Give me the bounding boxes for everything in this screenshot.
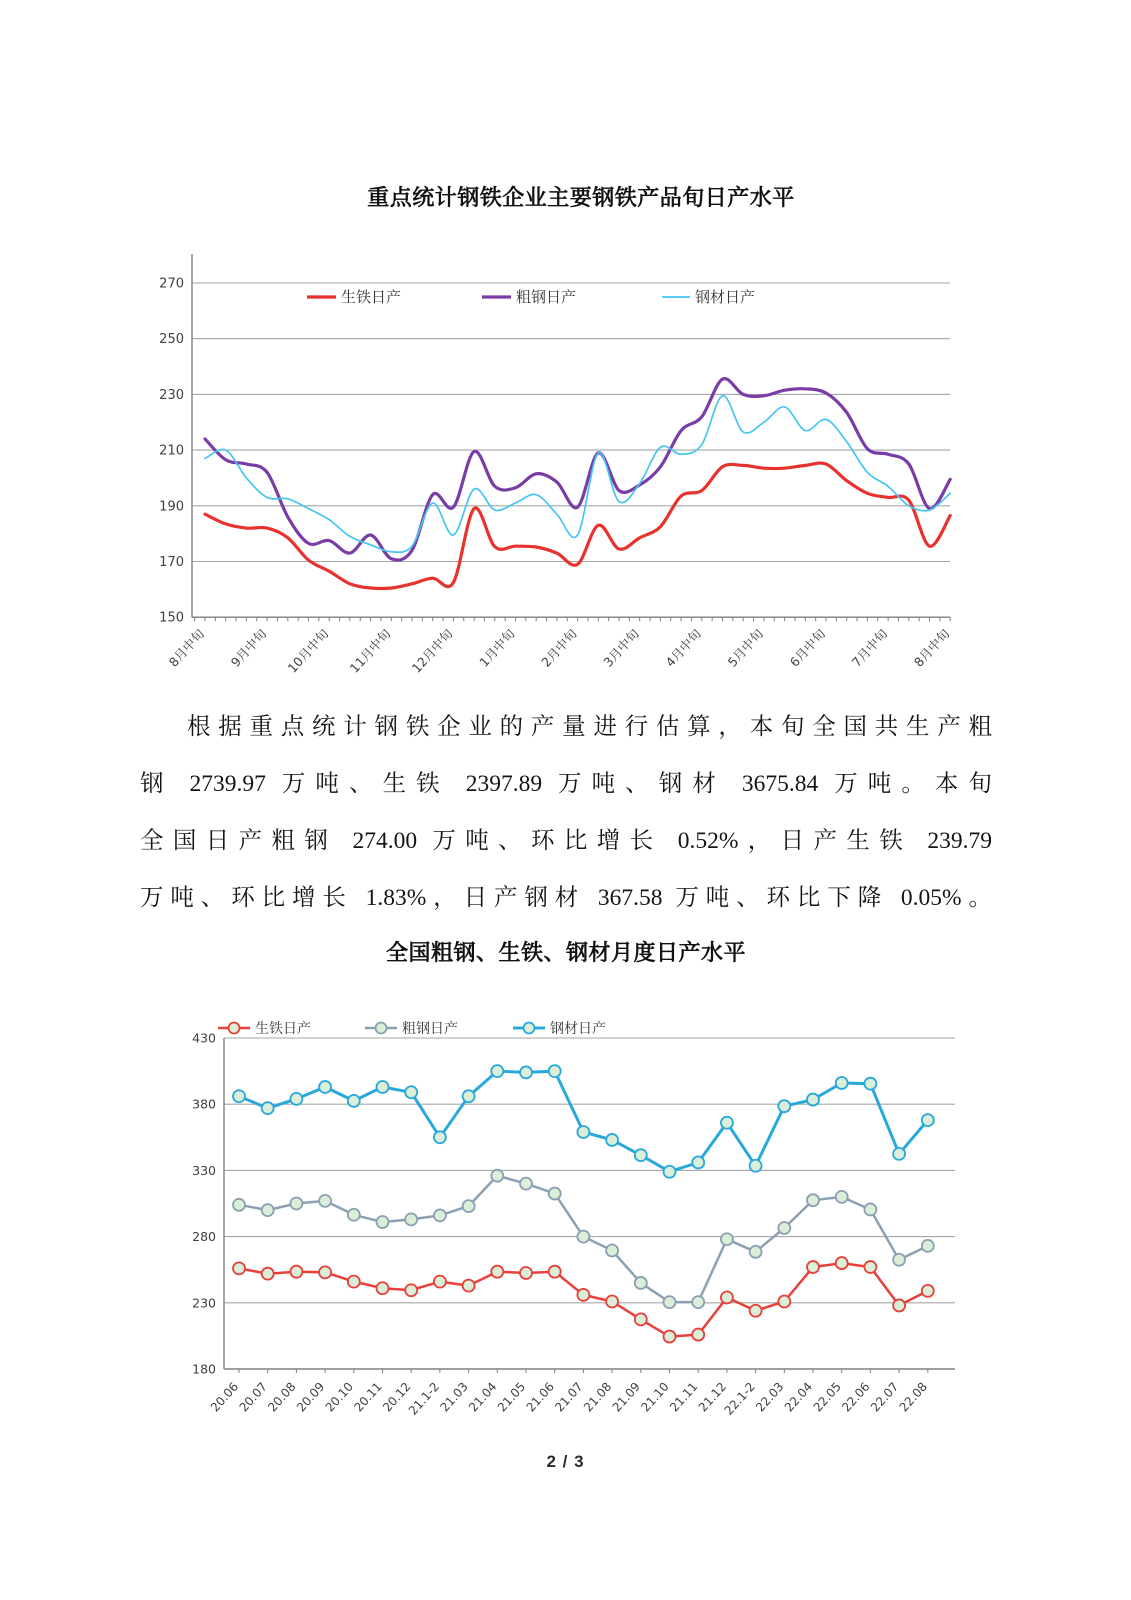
- svg-text:4月中旬: 4月中旬: [662, 625, 705, 670]
- svg-text:21.09: 21.09: [609, 1379, 644, 1415]
- svg-text:粗钢日产: 粗钢日产: [402, 1021, 458, 1037]
- svg-text:7月中旬: 7月中旬: [848, 625, 891, 670]
- chart1-title: 重点统计钢铁企业主要钢铁产品旬日产水平: [367, 186, 795, 211]
- svg-text:230: 230: [192, 1295, 216, 1311]
- svg-text:430: 430: [192, 1030, 216, 1046]
- svg-text:8月中旬: 8月中旬: [165, 625, 208, 670]
- svg-text:250: 250: [159, 332, 184, 348]
- svg-text:230: 230: [159, 387, 184, 403]
- svg-text:270: 270: [159, 276, 184, 292]
- svg-text:11月中旬: 11月中旬: [346, 625, 394, 676]
- svg-text:21.04: 21.04: [466, 1379, 500, 1415]
- svg-text:10月中旬: 10月中旬: [284, 625, 332, 676]
- body-line: 万吨、环比增长 1.83%，日产钢材 367.58 万吨、环比下降 0.05%。: [140, 885, 992, 911]
- chart1-canvas: [150, 240, 1010, 695]
- svg-text:20.12: 20.12: [380, 1379, 414, 1415]
- svg-text:6月中旬: 6月中旬: [786, 625, 829, 670]
- svg-text:22.08: 22.08: [896, 1379, 931, 1415]
- svg-text:钢材日产: 钢材日产: [550, 1021, 606, 1037]
- svg-text:12月中旬: 12月中旬: [408, 625, 456, 676]
- chart2-title: 全国粗钢、生铁、钢材月度日产水平: [385, 941, 746, 966]
- svg-text:330: 330: [192, 1162, 216, 1178]
- svg-text:380: 380: [192, 1096, 216, 1112]
- chart2-canvas: [190, 1003, 1000, 1473]
- svg-text:20.07: 20.07: [236, 1379, 270, 1415]
- svg-text:21.07: 21.07: [552, 1379, 586, 1415]
- svg-text:21.08: 21.08: [580, 1379, 615, 1415]
- svg-text:22.06: 22.06: [839, 1379, 873, 1415]
- svg-text:190: 190: [159, 499, 184, 515]
- svg-text:20.08: 20.08: [265, 1379, 299, 1415]
- svg-text:20.09: 20.09: [293, 1379, 328, 1415]
- svg-text:20.11: 20.11: [351, 1379, 385, 1415]
- svg-text:2月中旬: 2月中旬: [538, 625, 580, 670]
- svg-text:280: 280: [192, 1229, 216, 1245]
- svg-text:20.10: 20.10: [322, 1379, 357, 1415]
- svg-text:9月中旬: 9月中旬: [227, 625, 270, 670]
- svg-text:5月中旬: 5月中旬: [724, 625, 767, 670]
- svg-text:22.05: 22.05: [810, 1379, 844, 1415]
- svg-text:170: 170: [159, 555, 184, 570]
- svg-text:22.04: 22.04: [781, 1379, 816, 1415]
- svg-text:钢材日产: 钢材日产: [695, 288, 756, 306]
- svg-text:22.03: 22.03: [753, 1379, 787, 1415]
- svg-text:3月中旬: 3月中旬: [600, 625, 642, 670]
- svg-text:生铁日产: 生铁日产: [341, 288, 402, 306]
- body-line: 根据重点统计钢铁企业的产量进行估算，本旬全国共生产粗: [187, 714, 992, 740]
- svg-text:150: 150: [159, 610, 184, 626]
- svg-text:粗钢日产: 粗钢日产: [516, 288, 577, 306]
- svg-text:21.1-2: 21.1-2: [405, 1379, 443, 1418]
- body-line: 全国日产粗钢 274.00 万吨、环比增长 0.52%，日产生铁 239.79: [140, 828, 992, 854]
- svg-text:210: 210: [159, 443, 184, 459]
- svg-text:20.06: 20.06: [207, 1379, 242, 1415]
- svg-text:1月中旬: 1月中旬: [476, 625, 518, 670]
- svg-text:8月中旬: 8月中旬: [910, 625, 953, 670]
- svg-text:21.11: 21.11: [667, 1379, 701, 1415]
- svg-text:21.05: 21.05: [494, 1379, 529, 1415]
- svg-text:生铁日产: 生铁日产: [255, 1021, 311, 1037]
- page-number: 2 / 3: [546, 1452, 585, 1471]
- svg-text:21.06: 21.06: [523, 1379, 557, 1415]
- svg-text:21.10: 21.10: [638, 1379, 672, 1415]
- svg-text:22.07: 22.07: [867, 1379, 902, 1415]
- svg-text:21.03: 21.03: [437, 1379, 471, 1415]
- svg-text:180: 180: [192, 1361, 216, 1377]
- body-line: 钢 2739.97 万吨、生铁 2397.89 万吨、钢材 3675.84 万吨。本旬: [140, 771, 992, 797]
- body-paragraph: [140, 699, 992, 927]
- svg-text:21.12: 21.12: [695, 1379, 730, 1415]
- svg-text:22.1-2: 22.1-2: [721, 1379, 758, 1418]
